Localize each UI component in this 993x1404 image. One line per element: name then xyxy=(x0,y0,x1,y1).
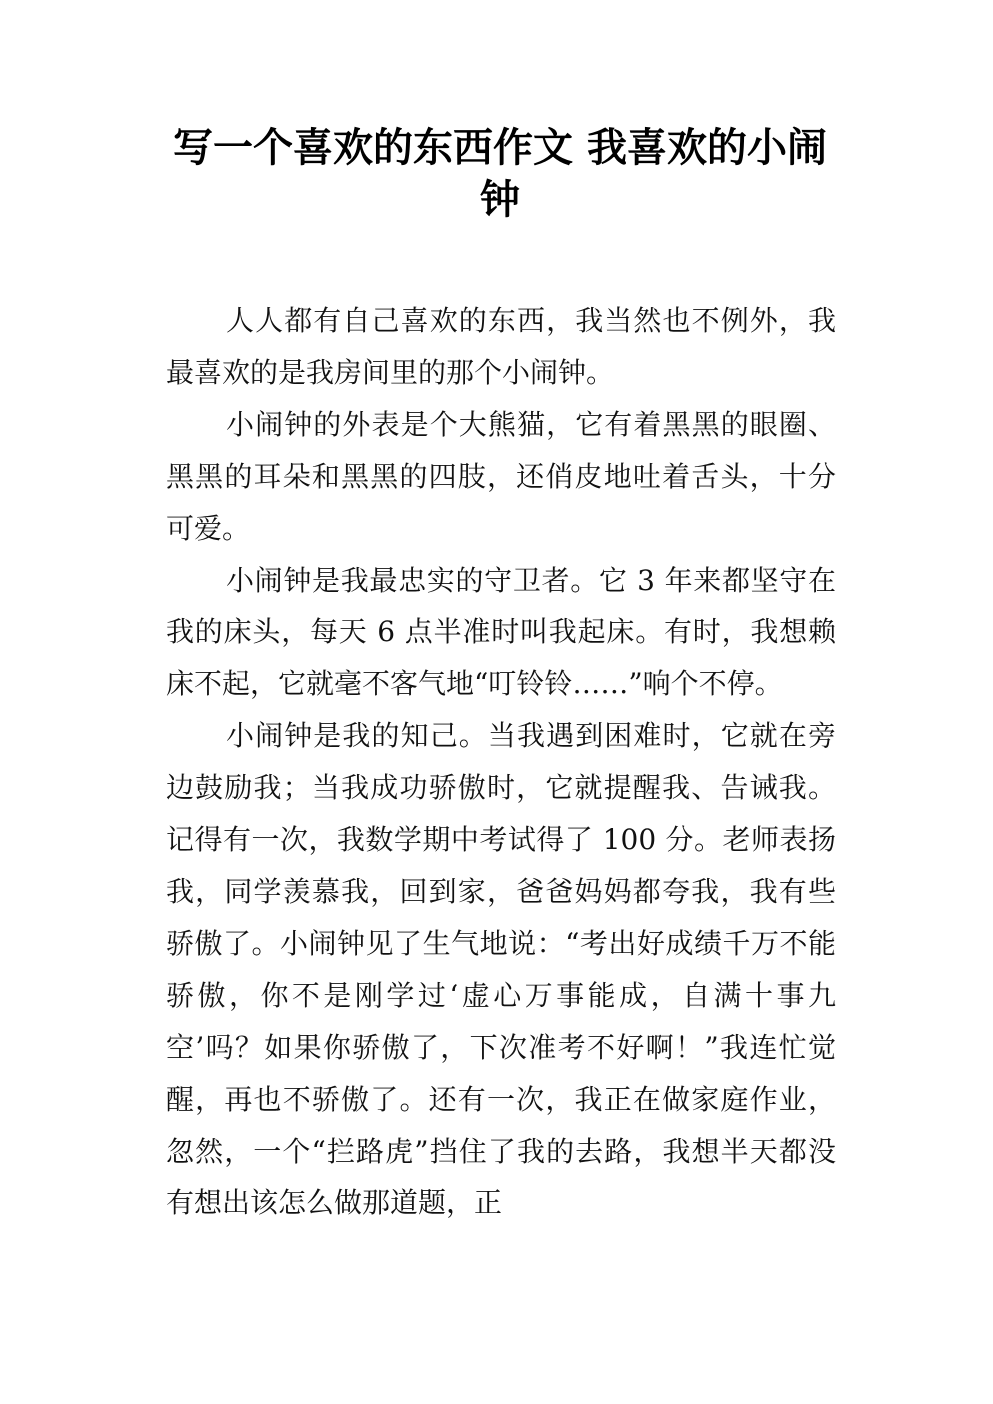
document-title: 写一个喜欢的东西作文 我喜欢的小闹钟 xyxy=(173,125,827,223)
paragraph: 小闹钟的外表是个大熊猫，它有着黑黑的眼圈、黑黑的耳朵和黑黑的四肢，还俏皮地吐着舌头，十分可爱。 xyxy=(166,407,836,545)
paragraph: 小闹钟是我的知己。当我遇到困难时，它就在旁边鼓励我；当我成功骄傲时，它就提醒我、告诫我。记得有一次，我数学期中考试得了 100 分。老师表扬我，同学羡慕我，回到家，爸爸妈妈都夸我，我有些骄傲了。小闹钟见了生气地说：“考出好成绩千万不能骄傲，你不是刚学过‘虚心万事能成，自满十事九空’吗？如果你骄傲了，下次准考不好啊！”我连忙觉醒，再也不骄傲了。还有一次，我正在做家庭作业，忽然，一个“拦路虎”挡住了我的去路，我想半天都没有想出该怎么做那道题，正 xyxy=(166,719,836,1220)
paragraph: 人人都有自己喜欢的东西，我当然也不例外，我最喜欢的是我房间里的那个小闹钟。 xyxy=(166,304,836,389)
paragraph: 小闹钟是我最忠实的守卫者。它 3 年来都坚守在我的床头，每天 6 点半准时叫我起床。有时，我想赖床不起，它就毫不客气地“叮铃铃……”响个不停。 xyxy=(166,563,836,701)
document-body xyxy=(166,295,836,1229)
